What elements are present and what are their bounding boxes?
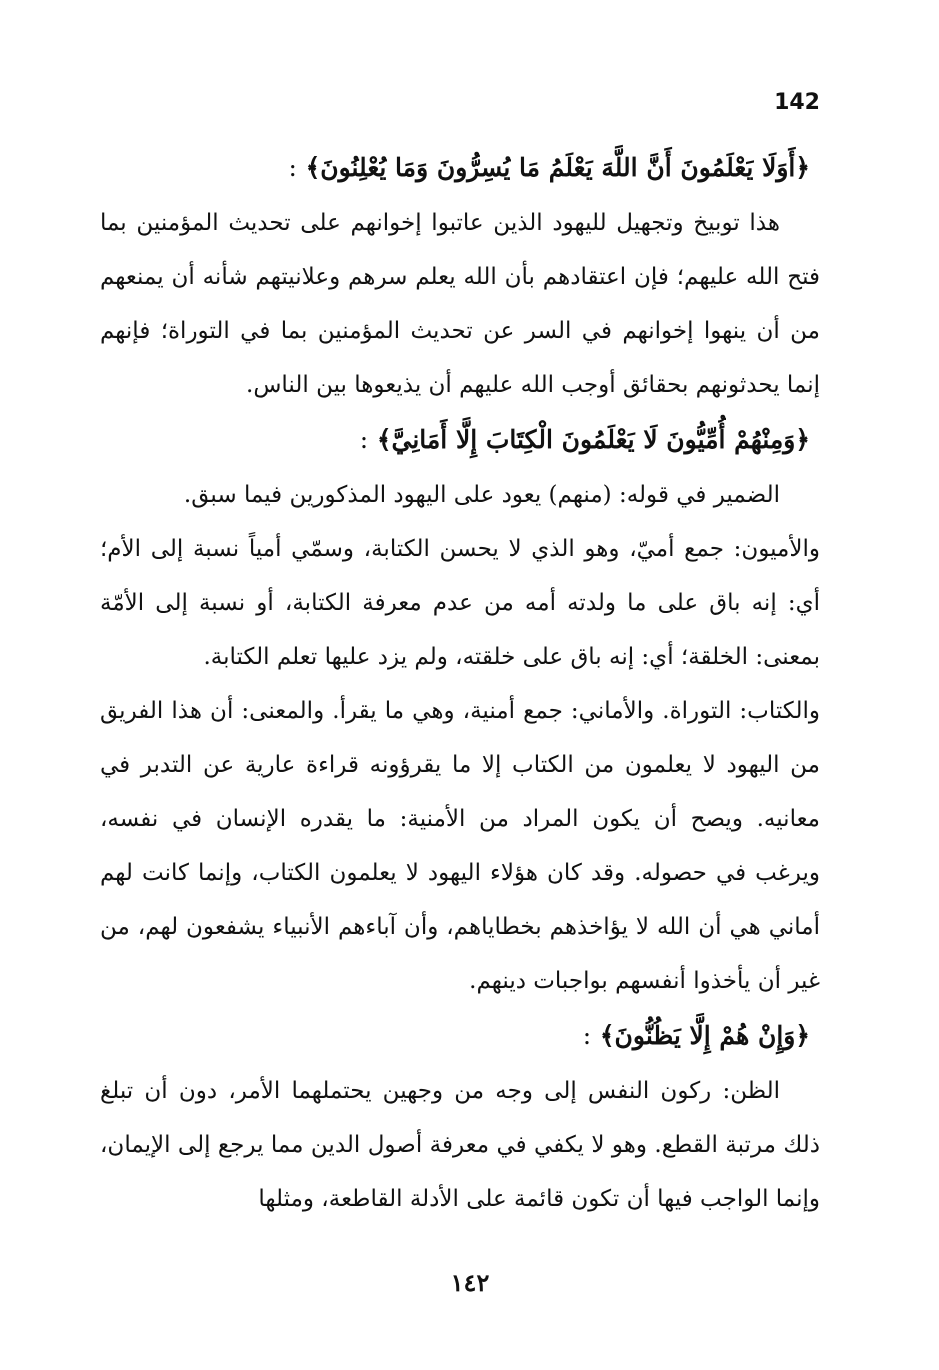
paragraph-2-2: والأميون: جمع أميّ، وهو الذي لا يحسن الكتابة، وسمّي أمياً نسبة إلى الأم؛ أي: إنه باق على ما ولدته أمه من عدم معرفة الكتابة، أو نسبة إلى الأمّة بمعنى: الخلقة؛ أي: إنه باق على خلقته، ولم يزد عليها تعلم الكتابة.: [100, 536, 820, 670]
paragraph-3-1: الظن: ركون النفس إلى وجه من وجهين يحتملهما الأمر، دون أن تبلغ ذلك مرتبة القطع. وهو لا يكفي في معرفة أصول الدين مما يرجع إلى الإيمان، وإنما الواجب فيها أن تكون قائمة على الأدلة القاطعة، ومثلها: [100, 1078, 820, 1212]
verse-heading-1: [100, 140, 820, 196]
verse-text-3: ﴿وَإِنْ هُمْ إِلَّا يَظُنُّونَ﴾: [599, 1021, 810, 1050]
verse-colon-2: :: [359, 425, 369, 454]
verse-colon-1: :: [288, 153, 297, 182]
paragraph-2-1: الضمير في قوله: (منهم) يعود على اليهود المذكورين فيما سبق.: [183, 482, 780, 508]
verse-heading-2: [100, 412, 820, 468]
verse-text-2: ﴿وَمِنْهُمْ أُمِّيُّونَ لَا يَعْلَمُونَ الْكِتَابَ إِلَّا أَمَانِيَّ﴾: [376, 425, 810, 454]
page-content: [100, 140, 820, 1226]
paragraph-2-3: والكتاب: التوراة. والأماني: جمع أمنية، وهي ما يقرأ. والمعنى: أن هذا الفريق من اليهود لا يعلمون من الكتاب إلا ما يقرؤونه قراءة عارية عن التدبر في معانيه. ويصح أن يكون المراد من الأمنية: ما يقدره الإنسان في نفسه، ويرغب في حصوله. وقد كان هؤلاء اليهود لا يعلمون الكتاب، وإنما كانت لهم أماني هي أن الله لا يؤاخذهم بخطاياهم، وأن آباءهم الأنبياء يشفعون لهم، من غير أن يأخذوا أنفسهم بواجبات دينهم.: [100, 698, 820, 994]
page-number-bottom: ١٤٢: [450, 1268, 490, 1297]
verse-text-1: ﴿أَوَلَا يَعْلَمُونَ أَنَّ اللَّهَ يَعْلَمُ مَا يُسِرُّونَ وَمَا يُعْلِنُونَ﴾: [305, 153, 810, 182]
paragraph-1-1: هذا توبيخ وتجهيل لليهود الذين عاتبوا إخوانهم على تحديث المؤمنين بما فتح الله عليهم؛ فإن اعتقادهم بأن الله يعلم سرهم وعلانيتهم شأنه أن يمنعهم من أن ينهوا إخوانهم في السر عن تحديث المؤمنين بما في التوراة؛ فإنهم إنما يحدثونهم بحقائق أوجب الله عليهم أن يذيعوها بين الناس.: [100, 210, 820, 398]
verse-colon-3: :: [582, 1021, 592, 1050]
verse-heading-3: [100, 1008, 820, 1064]
page-number-top: 142: [774, 90, 820, 115]
